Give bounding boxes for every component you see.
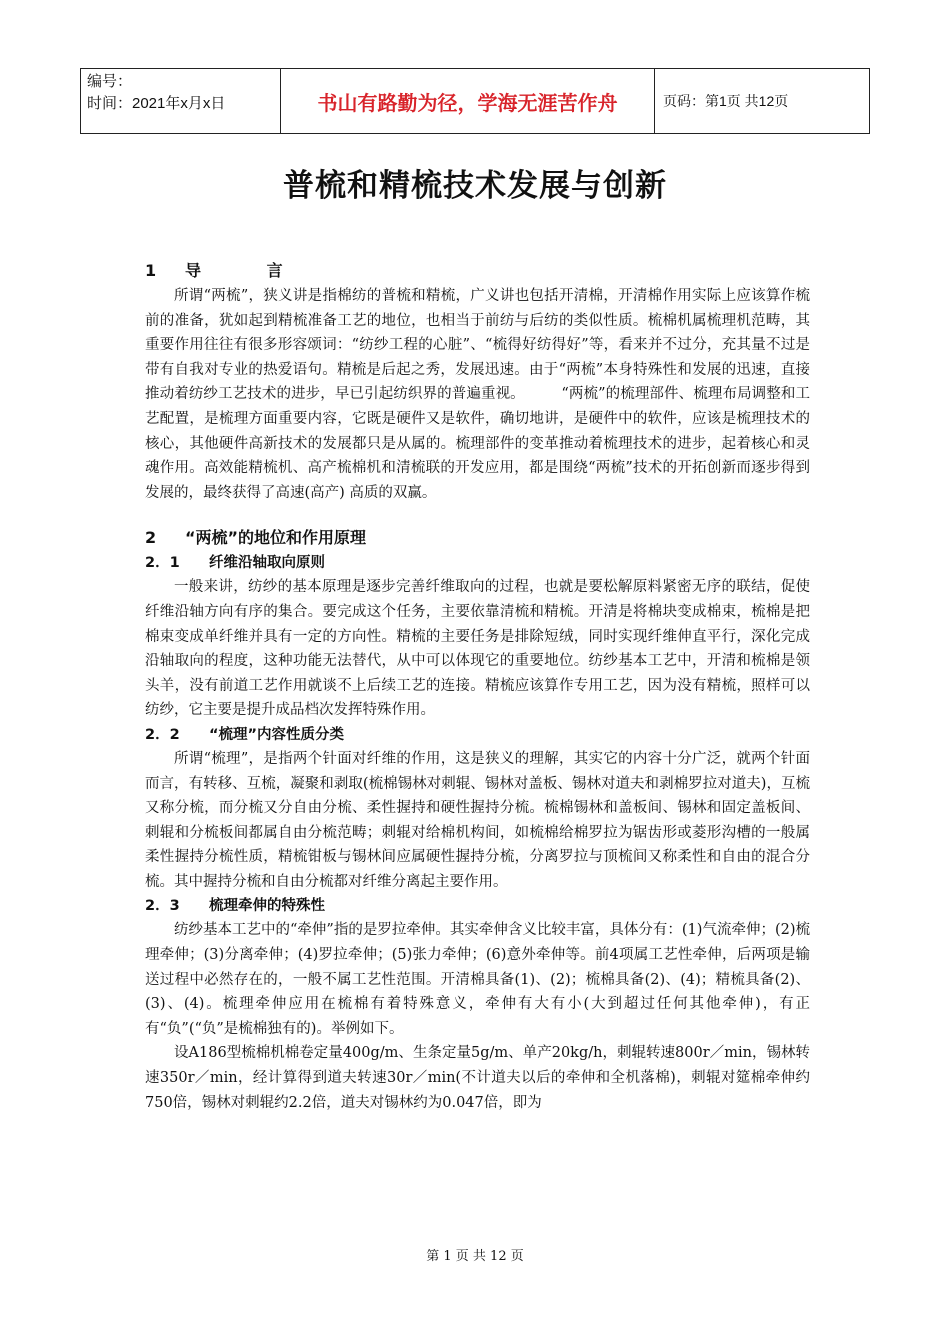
section-title: 纤维沿轴取向原则 (209, 555, 325, 572)
motto: 书山有路勤为径，学海无涯苦作舟 (281, 69, 655, 133)
section-title: 导 言 (185, 261, 313, 280)
section-2-1-heading (145, 551, 810, 575)
paragraph: 所谓“梳理”，是指两个针面对纤维的作用，这是狭义的理解，其实它的内容十分广泛，就两个针面而言，有转移、互梳，凝聚和剥取(梳棉锡林对刺辊、锡林对盖板、锡林对道夫和剥棉罗拉对道夫)，互梳又称分梳，而分梳又分自由分梳、柔性握持和硬性握持分梳。梳棉锡林和盖板间、锡林和固定盖板间、刺辊和分梳板间都属自由分梳范畴；刺辊对给棉机构间，如梳棉给棉罗拉为锯齿形或菱形沟槽的一般属柔性握持分梳性质，精梳钳板与锡林间应属硬性握持分梳，分离罗拉与顶梳间又称柔性和自由的混合分梳。其中握持分梳和自由分梳都对纤维分离起主要作用。 (145, 750, 810, 890)
section-title: “两梳”的地位和作用原理 (185, 528, 367, 548)
paragraph: 所谓“两梳”，狭义讲是指棉纺的普梳和精梳，广义讲也包括开清棉，开清棉作用实际上应该算作梳前的准备，犹如起到精梳准备工艺的地位，也相当于前纺与后纺的类似性质。梳棉机属梳理机范畴，其重要作用往往有很多形容颂词：“纺纱工程的心脏”、“梳得好纺得好”等，看来并不过分，充其量不过是带有自我对专业的热爱语句。精梳是后起之秀，发展迅速。由于“两梳”本身特殊性和发展的迅速，直接推动着纺纱工艺技术的进步，早已引起纺织界的普遍重视。 “两梳”的梳理部件、梳理布局调整和工艺配置，是梳理方面重要内容，它既是硬件又是软件，确切地讲，是硬件中的软件，应该是梳理技术的核心，其他硬件高新技术的发展都只是从属的。梳理部件的变革推动着梳理技术的进步，起着核心和灵魂作用。高效能精梳机、高产梳棉机和清梳联的开发应用，都是围绕“两梳”技术的开拓创新而逐步得到发展的，最终获得了高速(高产) 高质的双赢。 (145, 288, 810, 501)
paragraph: 纺纱基本工艺中的“牵伸”指的是罗拉牵伸。其实牵伸含义比较丰富，具体分有：(1)气流牵伸；(2)梳理牵伸；(3)分离牵伸；(4)罗拉牵伸；(5)张力牵伸；(6)意外牵伸等。前4项属工艺性牵伸，后两项是输送过程中必然存在的，一般不属工艺性范围。开清棉具备(1)、(2)；梳棉具备(2)、(4)；精梳具备(2)、(3)、(4)。梳理牵伸应用在梳棉有着特殊意义，牵伸有大有小(大到超过任何其他牵伸)，有正有“负”(“负”是梳棉独有的)。举例如下。 (145, 922, 810, 1037)
section-number: 2．3 (145, 898, 180, 915)
document-body (145, 258, 810, 1115)
section-2-3-heading (145, 894, 810, 918)
section-title: “梳理”内容性质分类 (209, 726, 345, 743)
section-1-heading (145, 258, 810, 284)
section-number: 2 (145, 528, 157, 548)
header-table (80, 68, 870, 134)
paragraph: 一般来讲，纺纱的基本原理是逐步完善纤维取向的过程，也就是要松解原料紧密无序的联结，促使纤维沿轴方向有序的集合。要完成这个任务，主要依靠清梳和精梳。开清是将棉块变成棉束，梳棉是把棉束变成单纤维并具有一定的方向性。精梳的主要任务是排除短绒，同时实现纤维伸直平行，深化完成沿轴取向的程度，这种功能无法替代，从中可以体现它的重要地位。纺纱基本工艺中，开清和梳棉是领头羊，没有前道工艺作用就谈不上后续工艺的连接。精梳应该算作专用工艺，因为没有精梳，照样可以纺纱，它主要是提升成品档次发挥特殊作用。 (145, 579, 810, 719)
time-label: 时间：2021年x月x日 (87, 95, 226, 112)
document-title: 普梳和精梳技术发展与创新 (283, 168, 667, 204)
section-number: 2．1 (145, 555, 180, 572)
section-2-2-heading (145, 723, 810, 747)
paragraph: 设A186型梳棉机棉卷定量400g/m、生条定量5g/m、单产20kg/h，刺辊转速800r／min，锡林转速350r／min，经计算得到道夫转速30r／min(不计道夫以后的牵伸和全机落棉)，刺辊对筵棉牵伸约750倍，锡林对刺辊约2.2倍，道夫对锡林约为0.047倍，即为 (145, 1045, 810, 1111)
section-number: 1 (145, 261, 157, 280)
section-number: 2．2 (145, 726, 180, 743)
page-footer: 第 1 页 共 12 页 (426, 1249, 524, 1264)
section-title: 梳理牵伸的特殊性 (209, 898, 325, 915)
header-meta-cell (81, 69, 281, 133)
section-2-heading (145, 525, 810, 551)
number-label: 编号： (87, 73, 133, 90)
page-info: 页码：第1页 共12页 (663, 93, 789, 109)
